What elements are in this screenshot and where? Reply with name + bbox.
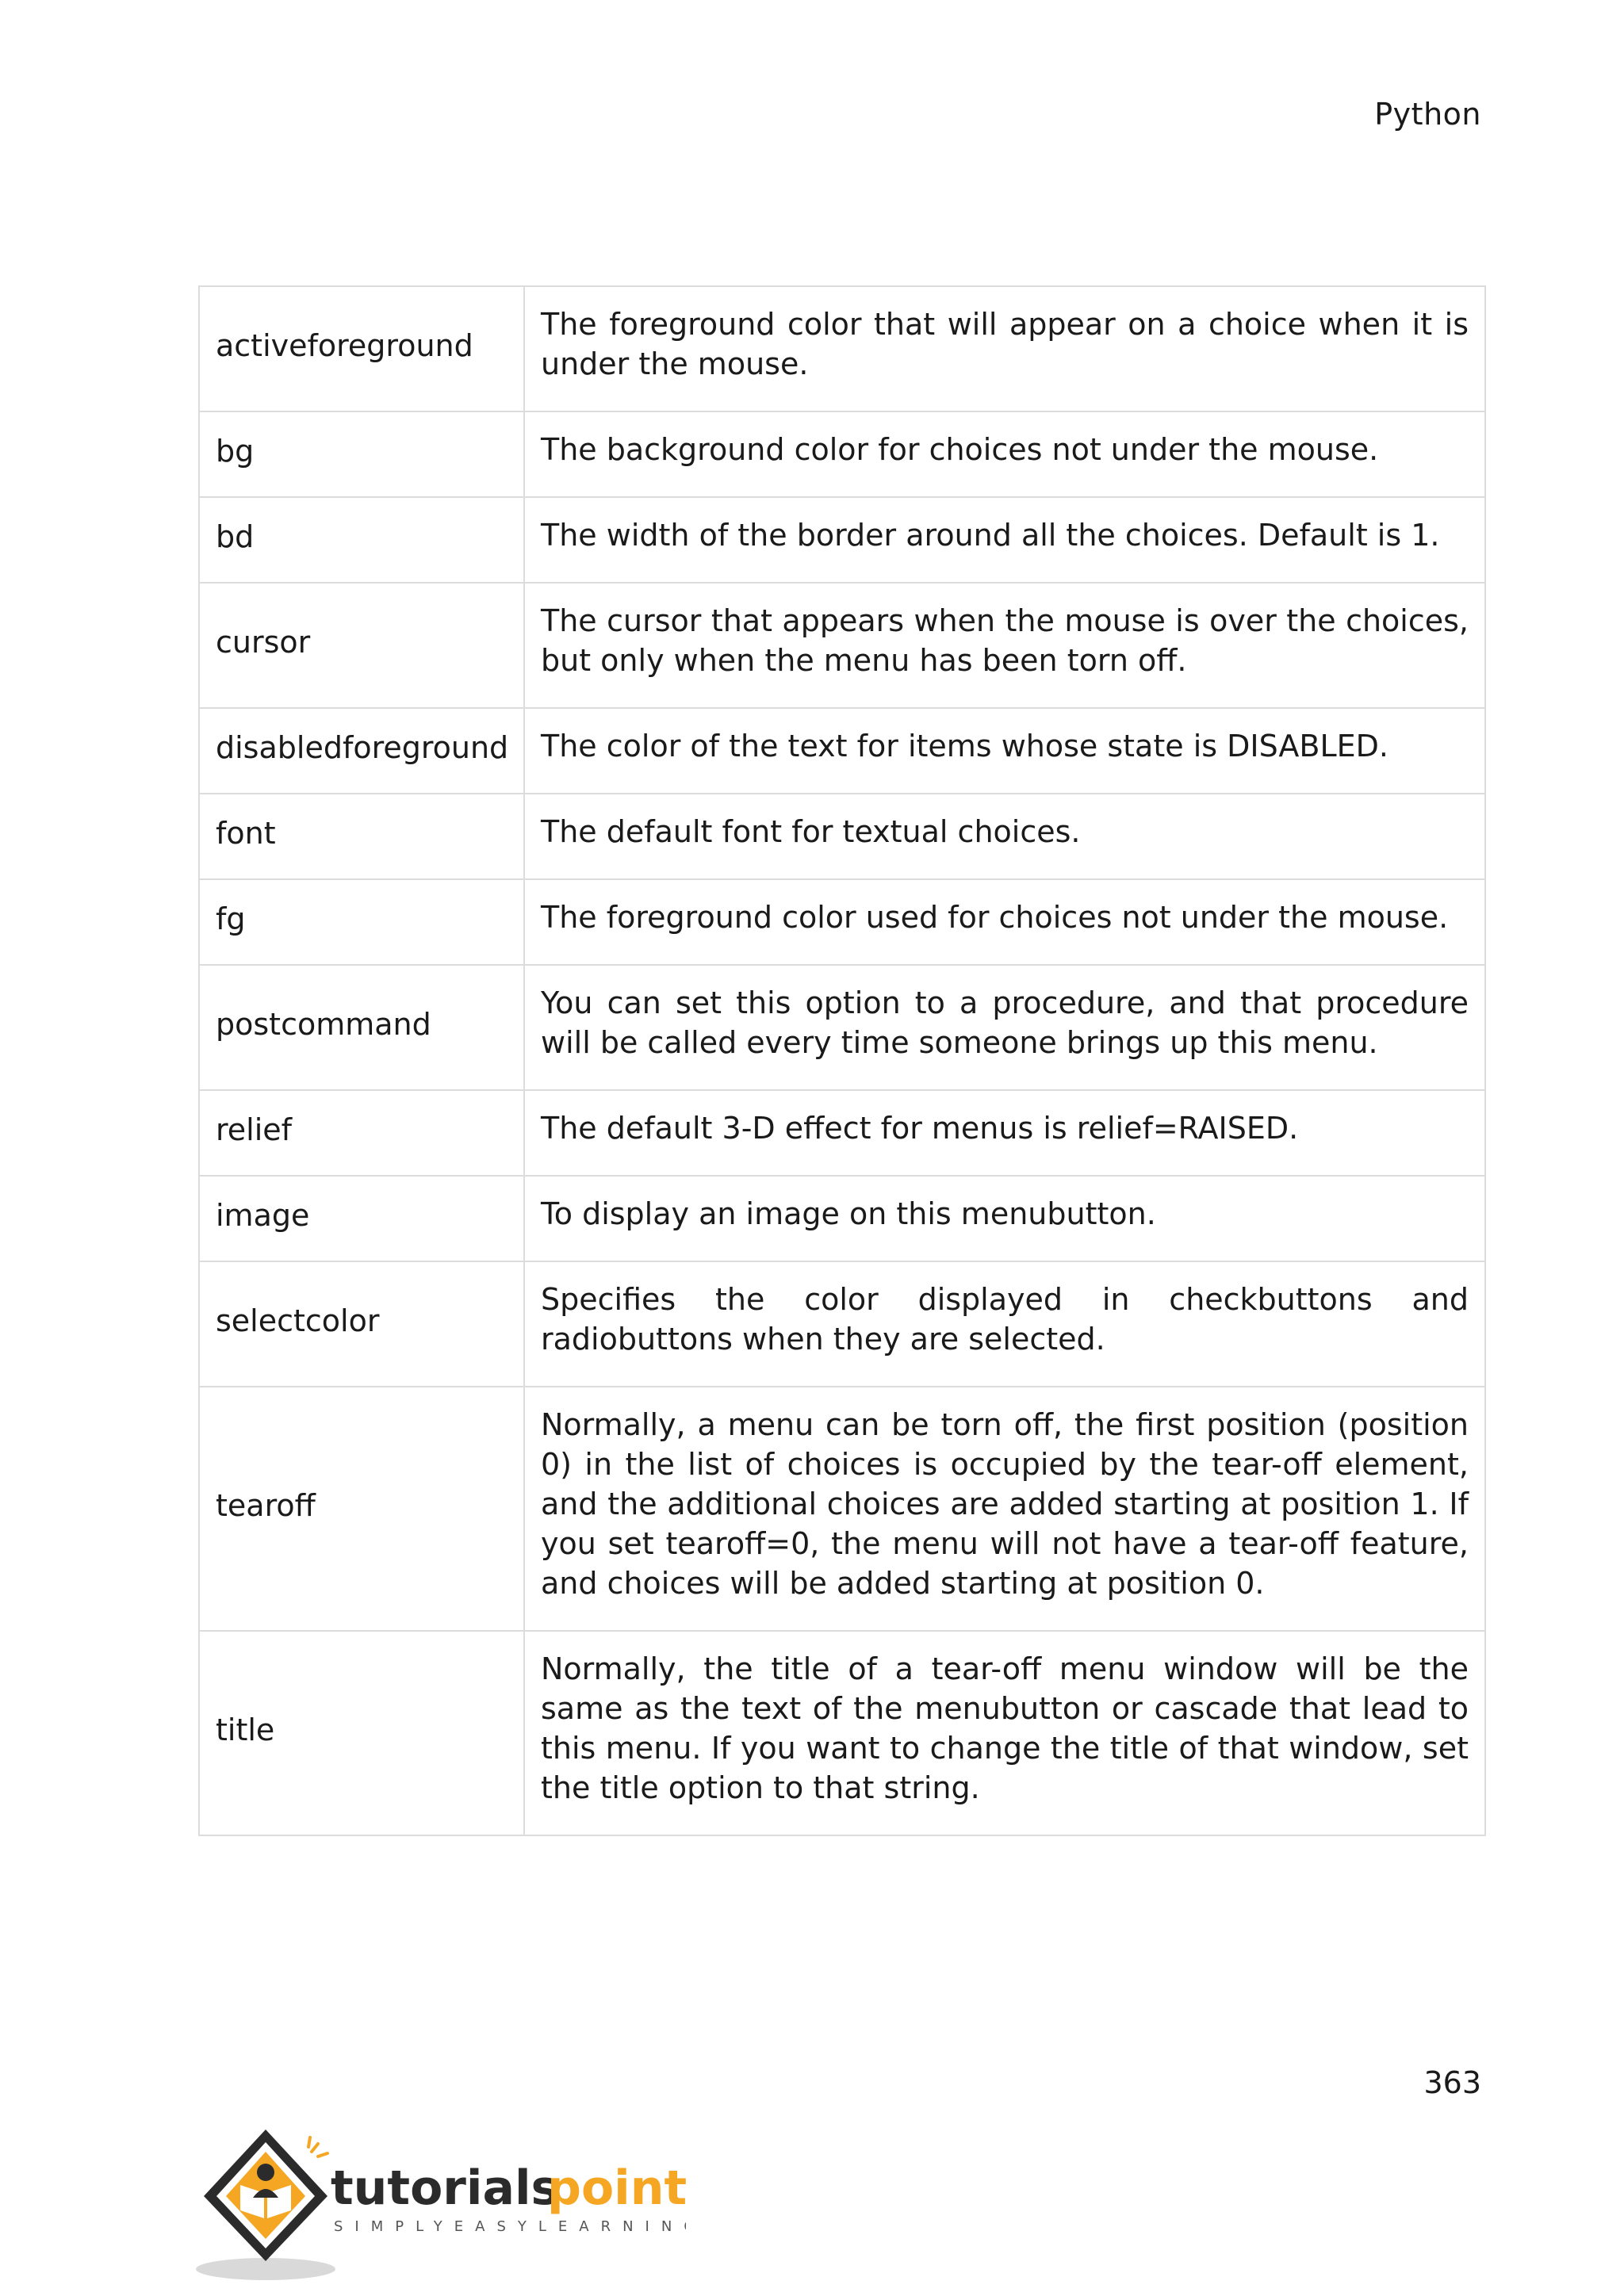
option-description: Normally, the title of a tear-off menu window will be the same as the text of the menubutton or cascade that lead to this menu. If you want to change the title of that window, set the title option to that string. <box>524 1631 1485 1835</box>
option-description: The foreground color that will appear on a choice when it is under the mouse. <box>524 286 1485 411</box>
table-row <box>199 1090 1485 1176</box>
option-description: The default 3-D effect for menus is relief=RAISED. <box>524 1090 1485 1176</box>
table-row <box>199 1261 1485 1387</box>
option-name: cursor <box>199 583 524 708</box>
options-table <box>198 285 1486 1836</box>
option-description: The foreground color used for choices not under the mouse. <box>524 879 1485 965</box>
option-description: The cursor that appears when the mouse is over the choices, but only when the menu has been torn off. <box>524 583 1485 708</box>
table-row <box>199 1176 1485 1261</box>
page-number: 363 <box>1423 2065 1481 2100</box>
options-table-container <box>198 285 1484 1836</box>
logo-tagline: SIMPLYEASYLEARNING <box>334 2218 686 2235</box>
option-description: The width of the border around all the choices. Default is 1. <box>524 497 1485 583</box>
table-row <box>199 286 1485 411</box>
tutorialspoint-logo <box>194 2125 686 2283</box>
logo-diamond-icon <box>204 2130 327 2261</box>
option-name: relief <box>199 1090 524 1176</box>
table-row <box>199 708 1485 794</box>
table-row <box>199 879 1485 965</box>
table-row <box>199 411 1485 497</box>
option-description: The color of the text for items whose state is DISABLED. <box>524 708 1485 794</box>
table-row <box>199 794 1485 879</box>
option-name: activeforeground <box>199 286 524 411</box>
page-header-title: Python <box>1374 97 1481 132</box>
table-row <box>199 1631 1485 1835</box>
table-row <box>199 497 1485 583</box>
option-description: Normally, a menu can be torn off, the first position (position 0) in the list of choices is occupied by the tear-off element, and the additional choices are added starting at position 1. If you set tearoff=0, the menu will not have a tear-off feature, and choices will be added starting at position 0. <box>524 1387 1485 1631</box>
option-name: fg <box>199 879 524 965</box>
option-name: bd <box>199 497 524 583</box>
option-description: To display an image on this menubutton. <box>524 1176 1485 1261</box>
option-name: title <box>199 1631 524 1835</box>
table-row <box>199 583 1485 708</box>
option-name: image <box>199 1176 524 1261</box>
option-description: You can set this option to a procedure, and that procedure will be called every time someone brings up this menu. <box>524 965 1485 1090</box>
option-name: font <box>199 794 524 879</box>
option-description: The background color for choices not under the mouse. <box>524 411 1485 497</box>
table-row <box>199 1387 1485 1631</box>
table-row <box>199 965 1485 1090</box>
option-name: tearoff <box>199 1387 524 1631</box>
option-description: Specifies the color displayed in checkbuttons and radiobuttons when they are selected. <box>524 1261 1485 1387</box>
option-name: postcommand <box>199 965 524 1090</box>
logo-text-main: tutorials <box>331 2160 560 2216</box>
option-description: The default font for textual choices. <box>524 794 1485 879</box>
logo-text-accent: point <box>547 2160 686 2216</box>
option-name: selectcolor <box>199 1261 524 1387</box>
option-name: bg <box>199 411 524 497</box>
option-name: disabledforeground <box>199 708 524 794</box>
